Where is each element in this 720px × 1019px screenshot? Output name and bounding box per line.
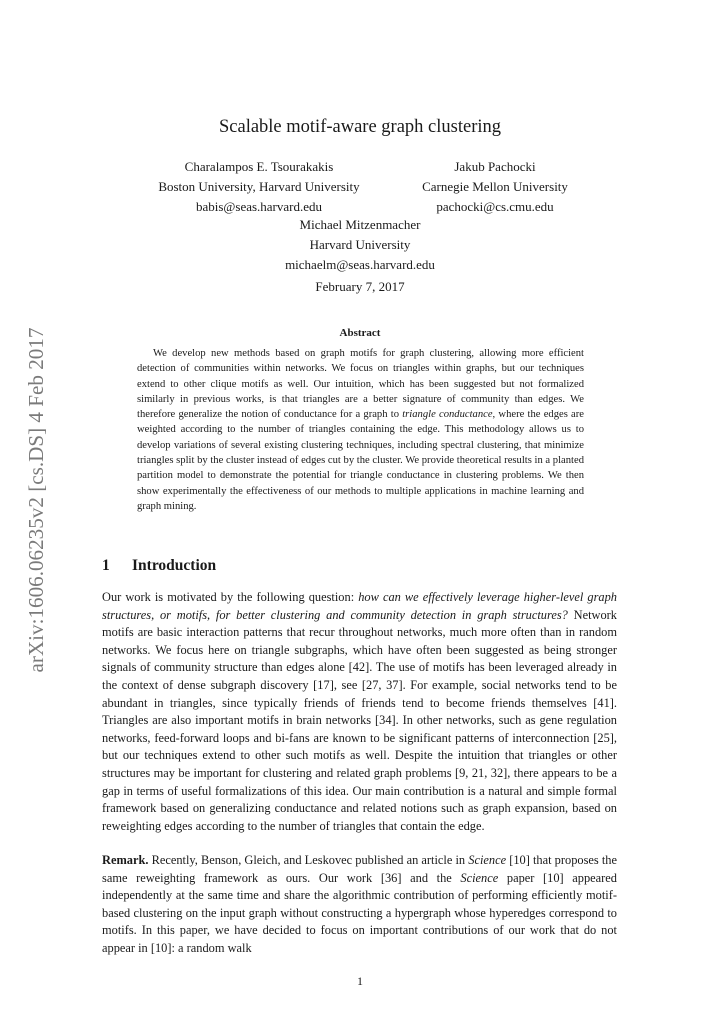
paragraph-text: [10] that proposes the same reweighting framework as ours. Our work [36] and the [102, 853, 617, 885]
abstract-heading: Abstract [339, 327, 381, 339]
paragraph-text: Network motifs are basic interaction patterns that recur throughout networks, much more often than in random networks. We focus here on triangle subgraphs, which have often been suggested as being stronger signals of community structure than edges alone [42]. The use of motifs has been leveraged already in the context of dense subgraph discovery [17], see [27, 37]. For example, social networks tend to be abundant in triangles, since typically friends of friends tend to become friends themselves [41]. Triangles are also important motifs in brain networks [34]. In other networks, such as gene regulation networks, feed-forward loops and bi-fans are known to be significant patterns of interconnection [25], but our techniques extend to other such motifs as well. Despite the intuition that triangles or other structures may be important for clustering and related graph problems [9, 21, 32], there appears to be a gap in terms of useful formalizations of this idea. Our main contribution is a natural and simple formal framework based on generalizing conductance and related notions such as graph expansion, based on reweighting edges according to the number of triangles that contain the edge. [102, 607, 617, 833]
author-block-1 [128, 157, 390, 217]
author-block-2 [400, 157, 590, 217]
author-email: pachocki@cs.cmu.edu [436, 199, 554, 214]
paragraph-text: Recently, Benson, Gleich, and Leskovec published an article in [148, 853, 469, 867]
abstract-emphasis: triangle conductance [402, 409, 493, 421]
abstract-text [137, 346, 584, 514]
author-affiliation: Harvard University [309, 237, 411, 252]
author-name: Michael Mitzenmacher [299, 217, 421, 232]
abstract-text-part: We develop new methods based on graph motifs for graph clustering, allowing more efficient detection of communities within networks. We focus on triangles within graphs, but our techniques extend to other clique motifs as well. Our intuition, which has been suggested but not formalized similarly in previous works, is that triangles are a better signature of community than edges. We therefore generalize the notion of conductance for a graph to [137, 348, 584, 421]
journal-name: Science [468, 853, 507, 867]
page-number: 1 [357, 974, 363, 988]
section-heading [102, 557, 216, 575]
intro-paragraph [102, 589, 617, 835]
arxiv-identifier-text: arXiv:1606.06235v2 [cs.DS] 4 Feb 2017 [24, 329, 48, 673]
section-number: 1 [102, 557, 110, 574]
paragraph-text: paper [10] appeared independently at the same time and share the algorithmic contribution of performing efficiently motif-based clustering on the input graph without constructing a hypergraph whose hyperedges correspond to motifs. In this paper, we have decided to focus on important contributions of our work that do not appear in [10]: a random walk [102, 870, 617, 955]
author-email: babis@seas.harvard.edu [195, 199, 323, 214]
author-block-3 [200, 215, 520, 275]
author-affiliation: Boston University, Harvard University [158, 179, 360, 194]
remark-paragraph [102, 852, 617, 958]
author-affiliation: Carnegie Mellon University [422, 179, 568, 194]
abstract-text-part: , where the edges are weighted according to the number of triangles containing the edge. This methodology allows us to develop variations of several existing clustering techniques, including spectral clustering, that minimize triangles split by the cluster instead of edges cut by the cluster. We provide theoretical results in a planted partition model to demonstrate the potential for triangle conductance in clustering problems. We then show experimentally the effectiveness of our methods to multiple applications in machine learning and graph mining. [137, 409, 584, 512]
author-email: michaelm@seas.harvard.edu [285, 257, 435, 272]
remark-label: Remark. [102, 853, 149, 867]
paragraph-text: Our work is motivated by the following question: [102, 590, 359, 604]
journal-name: Science [460, 870, 499, 885]
arxiv-identifier [14, 325, 54, 675]
author-name: Jakub Pachocki [454, 159, 536, 174]
paper-title: Scalable motif-aware graph clustering [218, 117, 501, 137]
paper-date: February 7, 2017 [315, 279, 405, 294]
research-question: how can we effectively leverage higher-level graph structures, or motifs, for better clustering and community detection in graph structures? [102, 590, 617, 622]
author-name: Charalampos E. Tsourakakis [184, 159, 334, 174]
section-title: Introduction [132, 557, 217, 574]
